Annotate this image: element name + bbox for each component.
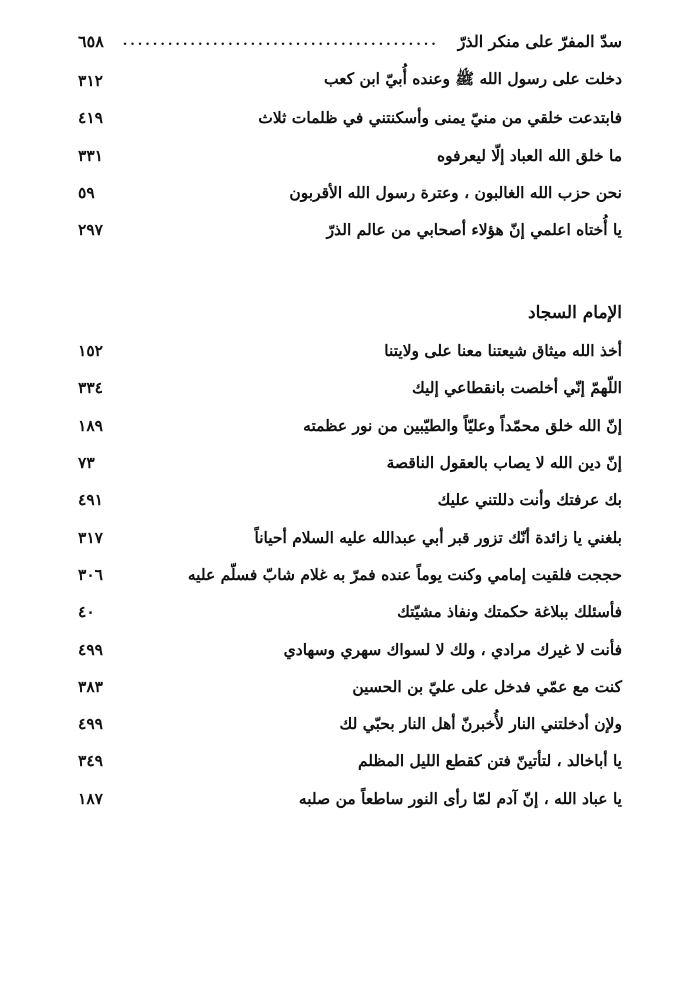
entry-text: كنت مع عمّي فدخل على عليّ بن الحسين: [352, 676, 622, 696]
entry-text: بك عرفتك وأنت دللتني عليك: [437, 490, 622, 510]
entry-text: إنّ الله خلق محمّداً وعليّاً والطيّبين من نور عظمته: [303, 415, 622, 435]
index-entry: [78, 99, 622, 136]
index-entry: [78, 742, 622, 779]
entry-text: يا أُختاه اعلمي إنّ هؤلاء أصحابي من عالم الذرّ: [326, 220, 622, 240]
entry-page-number: ٤٩٩: [78, 639, 103, 659]
entry-text: فأنت لا غيرك مرادي ، ولك لا لسواك سهري وسهادي: [283, 639, 622, 659]
index-entry: [78, 668, 622, 705]
entry-text: نحن حزب الله الغالبون ، وعترة رسول الله الأقربون: [289, 183, 622, 203]
entry-text: ولإن أدخلتني النار لأُخبرنّ أهل النار بحبّي لك: [339, 714, 622, 734]
page-number: ٦٥٨: [78, 31, 104, 51]
entry-page-number: ٣٤٩: [78, 751, 103, 771]
index-entry: [78, 518, 622, 555]
entry-text: اللّهمّ إنّي أخلصت بانقطاعي إليك: [412, 378, 622, 398]
entry-page-number: ٣١٢: [78, 71, 103, 91]
entry-page-number: ٣٨٣: [78, 676, 103, 696]
index-entry: [78, 174, 622, 211]
index-section-imam-sajjad: [78, 294, 622, 817]
index-entry: [78, 137, 622, 174]
entry-page-number: ٣٠٦: [78, 564, 103, 584]
running-header: [78, 28, 622, 54]
entry-text: فأسئلك ببلاغة حكمتك ونفاذ مشيّتك: [397, 602, 622, 622]
entry-page-number: ٢٩٧: [78, 220, 103, 240]
entry-text: أخذ الله ميثاق شيعتنا معنا على ولايتنا: [384, 341, 622, 361]
entry-page-number: ٥٩: [78, 183, 95, 203]
index-entry: [78, 705, 622, 742]
entry-text: فابتدعت خلقي من منيّ يمنى وأسكنتني في ظلمات ثلاث: [258, 108, 622, 128]
entry-text: ما خلق الله العباد إلّا ليعرفوه: [436, 145, 622, 165]
entry-page-number: ٣٣١: [78, 145, 103, 165]
index-entry: [78, 780, 622, 817]
entry-text: إنّ دين الله لا يصاب بالعقول الناقصة: [386, 453, 622, 473]
book-title: سدّ المفرّ على منكر الذرّ: [457, 31, 622, 51]
entry-text: حججت فلقيت إمامي وكنت يوماً عنده فمرّ به غلام شابّ فسلّم عليه: [187, 564, 622, 584]
index-entry: [78, 332, 622, 369]
index-entry: [78, 407, 622, 444]
index-entry: [78, 481, 622, 518]
index-entry: [78, 369, 622, 406]
entry-page-number: ٤٩١: [78, 490, 103, 510]
index-entry: [78, 556, 622, 593]
entry-page-number: ٧٣: [78, 453, 95, 473]
entry-text: بلغني يا زائدة أنّك تزور قبر أبي عبدالله عليه السلام أحياناً: [254, 527, 622, 547]
entry-page-number: ٣١٧: [78, 527, 103, 547]
index-entry-list: [78, 332, 622, 817]
entry-text: يا عباد الله ، إنّ آدم لمّا رأى النور ساطعاً من صلبه: [298, 788, 622, 808]
entry-page-number: ٤٠: [78, 602, 95, 622]
entry-page-number: ١٥٢: [78, 341, 103, 361]
entry-page-number: ٤١٩: [78, 108, 103, 128]
entry-page-number: ١٨٩: [78, 415, 103, 435]
index-section-continued: [78, 62, 622, 248]
entry-page-number: ٣٣٤: [78, 378, 103, 398]
section-heading: الإمام السجاد: [528, 303, 622, 323]
index-entry: [78, 593, 622, 630]
entry-text: يا أباخالد ، لتأتينّ فتن كقطع الليل المظلم: [357, 751, 622, 771]
index-entry: [78, 630, 622, 667]
index-entry: [78, 444, 622, 481]
entry-text: دخلت على رسول الله ﷺ وعنده أُبيّ ابن كعب: [324, 69, 622, 89]
entry-page-number: ٤٩٩: [78, 714, 103, 734]
index-entry: [78, 211, 622, 248]
leader-dots: ..........................................: [122, 33, 439, 49]
index-entry-list: [78, 62, 622, 248]
index-entry: [78, 62, 622, 99]
entry-page-number: ١٨٧: [78, 788, 103, 808]
